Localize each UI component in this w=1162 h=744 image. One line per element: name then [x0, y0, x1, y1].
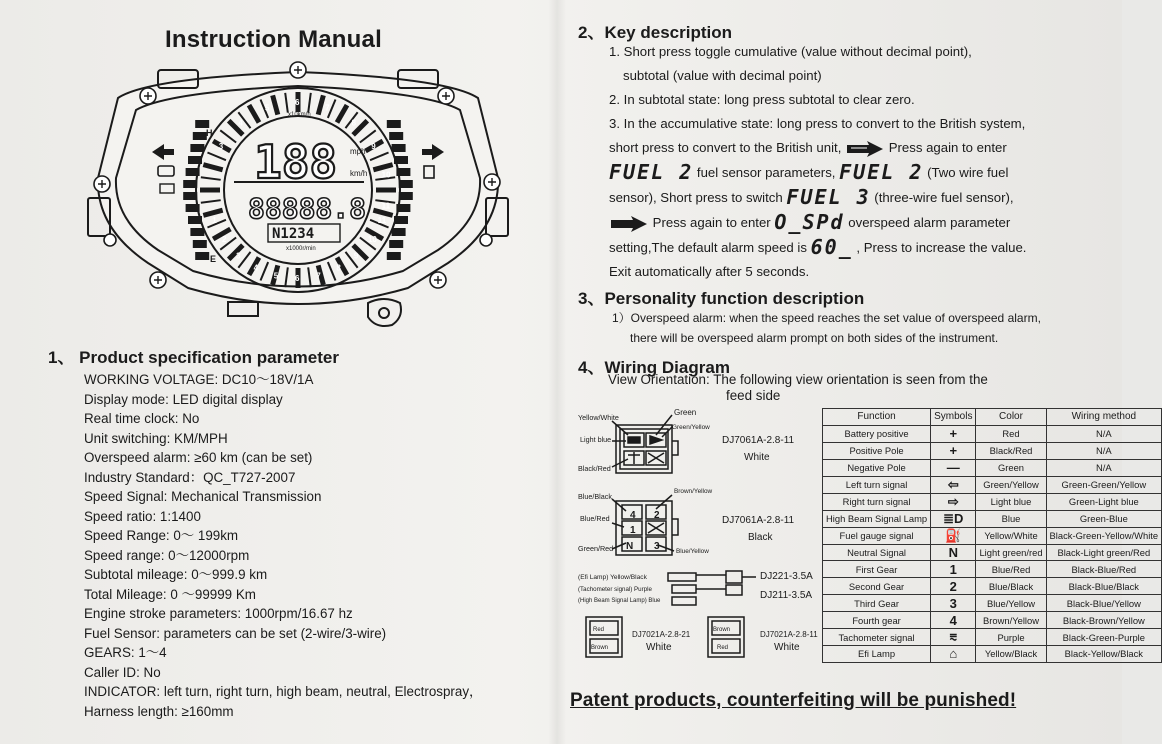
- dash-ring-number: 7: [316, 271, 321, 281]
- spec-item: Speed ratio: 1:1400: [84, 508, 201, 524]
- c2-color: Black: [748, 532, 773, 543]
- section-4-heading: 4、Wiring Diagram: [578, 358, 730, 377]
- dash-level-bar: [399, 180, 413, 188]
- key-line-5a: sensor), Short press to switch: [609, 190, 783, 205]
- table-cell: Fuel gauge signal: [823, 527, 931, 544]
- patent-notice: Patent products, counterfeiting will be punished!: [570, 690, 1017, 711]
- dash-level-bar: [392, 144, 406, 152]
- key-line-1a: 1. Short press toggle cumulative (value without decimal point),: [609, 44, 972, 59]
- dash-mph-label: mph: [350, 147, 366, 156]
- seg-ospd: O_SPd: [774, 210, 845, 234]
- table-cell: ⩳: [931, 629, 976, 646]
- c2-name: DJ7061A-2.8-11: [722, 515, 795, 526]
- dash-fuel-e: E: [210, 254, 217, 264]
- dash-fuel-h: H: [206, 128, 213, 138]
- table-cell: Brown/Yellow: [976, 612, 1046, 629]
- key-line-3: [609, 136, 1089, 160]
- table-row: [823, 476, 1162, 493]
- table-cell: Black-Blue/Black: [1046, 578, 1162, 595]
- key-line-4b: (Two wire fuel: [927, 165, 1009, 180]
- dash-level-bar: [188, 216, 202, 224]
- table-cell: Black-Blue/Red: [1046, 561, 1162, 578]
- key-line-4a: fuel sensor parameters,: [696, 165, 836, 180]
- spec-item: GEARS: 1～4: [84, 645, 167, 660]
- table-cell: Tachometer signal: [823, 629, 931, 646]
- wiring-diagram: [576, 405, 820, 675]
- dash-speed-digits: 188: [254, 135, 338, 189]
- section-2-heading: 2、Key description: [578, 23, 732, 42]
- dash-level-bar: [193, 132, 207, 140]
- table-cell: —: [931, 459, 976, 476]
- table-cell: 1: [931, 561, 976, 578]
- table-cell: 3: [931, 595, 976, 612]
- personality-line-2: there will be overspeed alarm prompt on both sides of the instrument.: [630, 331, 999, 345]
- spec-item: Subtotal mileage: 0～999.9 km: [84, 567, 268, 582]
- dash-level-bar: [394, 216, 408, 224]
- spec-list: [84, 370, 482, 721]
- table-cell: Green-Green/Yellow: [1046, 476, 1162, 493]
- spec-item: Fuel Sensor: parameters can be set (2-wire/3-wire): [84, 625, 387, 641]
- c5-color: White: [774, 642, 800, 653]
- spec-item: Speed Range: 0～ 199km: [84, 528, 239, 543]
- c2-wire-gr: Green/Red: [578, 544, 614, 553]
- key-line-5b: (three-wire fuel sensor),: [874, 190, 1014, 205]
- view-line-1: View Orientation: The following view orientation is seen from the: [608, 372, 988, 387]
- table-cell: Purple: [976, 629, 1046, 646]
- c2-cell-3: 3: [654, 541, 660, 552]
- personality-text: [612, 308, 1041, 348]
- c3-label-hb: (High Beam Signal Lamp) Blue: [578, 598, 661, 604]
- spec-item: Harness length: ≥160mm: [84, 703, 234, 719]
- c5-cell-red: Red: [717, 645, 729, 651]
- dash-level-bar: [188, 156, 202, 164]
- table-header-cell: Function: [823, 409, 931, 426]
- c1-wire-yw: Yellow/White: [578, 413, 619, 422]
- table-row: [823, 578, 1162, 595]
- table-header-cell: Color: [976, 409, 1046, 426]
- section-3-heading: 3、Personality function description: [578, 289, 865, 308]
- table-row: [823, 425, 1162, 442]
- dash-level-bar: [195, 252, 209, 260]
- dash-ring-number: 10: [381, 170, 391, 180]
- dash-ring-number: 8: [336, 263, 341, 273]
- key-line-3b: short press to convert to the British unit,: [609, 140, 842, 155]
- key-line-6a: Press again to enter: [652, 215, 771, 230]
- dash-level-bar: [190, 228, 204, 236]
- table-cell: N/A: [1046, 442, 1162, 459]
- table-row: [823, 646, 1162, 663]
- table-cell: ⛽: [931, 527, 976, 544]
- dash-level-bar: [193, 240, 207, 248]
- dash-ring-number: 5: [273, 271, 279, 281]
- table-cell: Green: [976, 459, 1046, 476]
- dash-level-bar: [190, 144, 204, 152]
- wiring-table: [822, 408, 1162, 663]
- dash-level-bar: [186, 168, 200, 176]
- c2-wire-bb: Blue/Black: [578, 492, 612, 501]
- table-cell: N: [931, 544, 976, 561]
- table-cell: Second Gear: [823, 578, 931, 595]
- table-cell: Black-Green-Yellow/White: [1046, 527, 1162, 544]
- table-cell: Green/Yellow: [976, 476, 1046, 493]
- table-cell: Light green/red: [976, 544, 1046, 561]
- table-cell: Black/Red: [976, 442, 1046, 459]
- table-cell: Green-Blue: [1046, 510, 1162, 527]
- dash-ring-number: 3: [236, 251, 241, 261]
- spec-item: Engine stroke parameters: 1000rpm/16.67 hz: [84, 606, 353, 621]
- c2-cell-2: 2: [654, 510, 660, 521]
- table-cell: Blue/Black: [976, 578, 1046, 595]
- table-header-cell: Symbols: [931, 409, 976, 426]
- table-cell: Light blue: [976, 493, 1046, 510]
- c3-name-1: DJ221-3.5A: [760, 571, 813, 582]
- c1-color: White: [744, 452, 770, 463]
- c4-cell-brown: Brown: [591, 645, 609, 651]
- dash-tach-label: x10km/h: [288, 112, 311, 118]
- dash-kmh-label: km/h: [350, 169, 368, 178]
- dash-level-bar: [389, 240, 403, 248]
- seg-60: 60_: [810, 235, 853, 259]
- table-row: [823, 544, 1162, 561]
- table-row: [823, 561, 1162, 578]
- table-row: [823, 527, 1162, 544]
- dash-level-bar: [389, 132, 403, 140]
- table-cell: +: [931, 442, 976, 459]
- table-cell: Third Gear: [823, 595, 931, 612]
- key-line-7a: setting,The default alarm speed is: [609, 240, 807, 255]
- seg-fuel2-1: FUEL 2: [609, 160, 694, 184]
- dash-ring-number: 1: [212, 216, 217, 226]
- dash-ring-number: 5: [264, 103, 270, 113]
- dash-level-bar: [195, 120, 209, 128]
- c2-wire-bly: Blue/Yellow: [676, 548, 709, 555]
- spec-item: Speed Signal: Mechanical Transmission: [84, 489, 322, 504]
- table-cell: Yellow/White: [976, 527, 1046, 544]
- table-cell: Blue/Yellow: [976, 595, 1046, 612]
- dash-level-bar: [387, 120, 401, 128]
- table-cell: ⌂: [931, 646, 976, 663]
- dash-rpm-label: x1000r/min: [286, 246, 316, 252]
- table-row: [823, 629, 1162, 646]
- table-row: [823, 493, 1162, 510]
- dash-ring-number: 9: [371, 142, 376, 151]
- key-line-7b: , Press to increase the value.: [856, 240, 1027, 255]
- dash-ring-number: 6: [295, 98, 300, 107]
- arrow-icon-2: [609, 216, 649, 232]
- view-orientation: [608, 372, 988, 404]
- key-line-1b: subtotal (value with decimal point): [623, 68, 822, 83]
- c2-wire-by: Brown/Yellow: [674, 488, 713, 495]
- spec-item: INDICATOR: left turn, right turn, high beam, neutral, Electrospray，: [84, 684, 483, 699]
- section-1-heading: 1、 Product specification parameter: [48, 348, 339, 367]
- dash-ring-number: 4: [238, 118, 243, 128]
- dash-ring-number: 3: [218, 142, 224, 151]
- seg-fuel3: FUEL 3: [786, 185, 871, 209]
- spec-item: Display mode: LED digital display: [84, 391, 283, 407]
- dash-ring-number: 4: [253, 263, 259, 273]
- dash-odometer: 88888.8: [248, 192, 367, 225]
- spec-item: Total Mileage: 0 ～99999 Km: [84, 586, 256, 602]
- table-row: [823, 442, 1162, 459]
- dash-ring-number: 11: [381, 201, 391, 211]
- dash-ring-number: 8: [351, 118, 357, 128]
- key-line-3a: 3. In the accumulative state: long press to convert to the British system,: [609, 116, 1026, 131]
- c1-wire-lb: Light blue: [580, 435, 612, 444]
- table-row: [823, 510, 1162, 527]
- dash-level-bar: [186, 204, 200, 212]
- dash-ring-number: 7: [325, 103, 330, 113]
- table-row: [823, 612, 1162, 629]
- table-cell: Black-Blue/Yellow: [1046, 595, 1162, 612]
- spec-item: Caller ID: No: [84, 664, 161, 680]
- table-cell: Efi Lamp: [823, 646, 931, 663]
- table-cell: Green-Light blue: [1046, 493, 1162, 510]
- table-cell: Red: [976, 425, 1046, 442]
- key-description: [609, 40, 1089, 284]
- c1-wire-br: Black/Red: [578, 464, 611, 473]
- spec-item: Overspeed alarm: ≥60 km (can be set): [84, 450, 313, 465]
- page-title: Instruction Manual: [165, 26, 382, 53]
- personality-line-1: 1）Overspeed alarm: when the speed reaches the set value of overspeed alarm,: [612, 311, 1041, 325]
- c4-color: White: [646, 642, 672, 653]
- c4-name: DJ7021A-2.8-21: [632, 630, 691, 639]
- spec-item: Speed range: 0～12000rpm: [84, 547, 250, 563]
- table-cell: ≣D: [931, 510, 976, 527]
- table-cell: Black-Light green/Red: [1046, 544, 1162, 561]
- c3-label-tach: (Tachometer signal) Purple: [578, 586, 652, 593]
- c5-cell-brown: Brown: [713, 627, 731, 633]
- table-cell: First Gear: [823, 561, 931, 578]
- seg-fuel2-2: FUEL 2: [839, 160, 924, 184]
- table-cell: Neutral Signal: [823, 544, 931, 561]
- spec-item: Unit switching: KM/MPH: [84, 430, 228, 446]
- table-cell: Black-Yellow/Black: [1046, 646, 1162, 663]
- table-cell: Black-Green-Purple: [1046, 629, 1162, 646]
- table-cell: 4: [931, 612, 976, 629]
- c1-wire-g: Green: [674, 408, 697, 417]
- dash-ring-number: 10: [367, 235, 377, 245]
- c2-cell-n: N: [626, 541, 634, 552]
- key-line-8: Exit automatically after 5 seconds.: [609, 264, 810, 279]
- table-row: [823, 459, 1162, 476]
- dash-gear-row: N1234: [272, 226, 315, 242]
- table-cell: Battery positive: [823, 425, 931, 442]
- table-cell: Right turn signal: [823, 493, 931, 510]
- spec-item: WORKING VOLTAGE: DC10～18V/1A: [84, 372, 314, 387]
- c2-cell-1: 1: [630, 525, 636, 536]
- table-cell: Negative Pole: [823, 459, 931, 476]
- dash-level-bar: [396, 204, 410, 212]
- table-header-cell: Wiring method: [1046, 409, 1162, 426]
- dash-level-bar: [183, 180, 197, 188]
- dash-ring-number: 9: [353, 251, 359, 261]
- table-cell: Left turn signal: [823, 476, 931, 493]
- table-cell: Blue/Red: [976, 561, 1046, 578]
- key-line-3c: Press again to enter: [888, 140, 1007, 155]
- dash-ring-number: 11: [377, 216, 387, 226]
- spec-item: Industry Standard：QC_T727-2007: [84, 469, 296, 485]
- c5-name: DJ7021A-2.8-11: [760, 630, 818, 639]
- page-fold: [548, 0, 566, 744]
- c1-wire-gy: Green/Yellow: [672, 424, 710, 431]
- table-cell: ⇦: [931, 476, 976, 493]
- dash-level-bar: [394, 156, 408, 164]
- table-cell: N/A: [1046, 425, 1162, 442]
- dash-level-bar: [387, 252, 401, 260]
- table-cell: Fourth gear: [823, 612, 931, 629]
- c1-name: DJ7061A-2.8-11: [722, 435, 795, 446]
- table-cell: ⇨: [931, 493, 976, 510]
- key-line-2: 2. In subtotal state: long press subtotal to clear zero.: [609, 92, 915, 107]
- c3-label-efi: (Efi Lamp) Yellow/Black: [578, 574, 647, 581]
- key-line-6b: overspeed alarm parameter: [848, 215, 1011, 230]
- dash-level-bar: [183, 192, 197, 200]
- dashboard-illustration: [88, 58, 508, 338]
- dash-level-bar: [399, 192, 413, 200]
- table-cell: Blue: [976, 510, 1046, 527]
- table-cell: Positive Pole: [823, 442, 931, 459]
- c3-name-2: DJ211-3.5A: [760, 590, 813, 601]
- c4-cell-red: Red: [593, 627, 605, 633]
- view-line-2: feed side: [726, 388, 781, 403]
- spec-item: Real time clock: No: [84, 411, 200, 426]
- table-cell: High Beam Signal Lamp: [823, 510, 931, 527]
- table-cell: N/A: [1046, 459, 1162, 476]
- table-cell: 2: [931, 578, 976, 595]
- dash-level-bar: [396, 168, 410, 176]
- wiring-table-header: [823, 409, 1162, 426]
- dash-ring-number: 6: [295, 274, 300, 283]
- table-cell: +: [931, 425, 976, 442]
- c2-wire-br: Blue/Red: [580, 514, 610, 523]
- dash-ring-number: 2: [222, 235, 227, 245]
- table-cell: Black-Brown/Yellow: [1046, 612, 1162, 629]
- table-cell: Yellow/Black: [976, 646, 1046, 663]
- arrow-icon: [845, 141, 885, 157]
- c2-cell-4: 4: [630, 510, 636, 521]
- table-row: [823, 595, 1162, 612]
- dash-level-bar: [392, 228, 406, 236]
